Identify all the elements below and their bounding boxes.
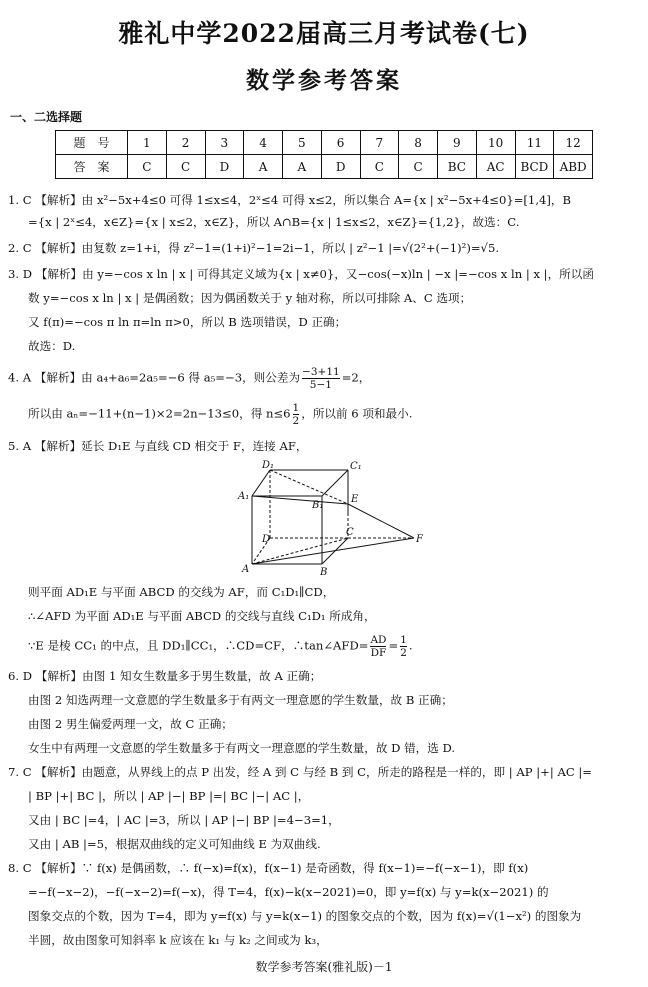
- q6-solution-line: 由图 2 男生偏爱两理一文，故 C 正确；: [28, 717, 233, 731]
- edge: [252, 496, 348, 504]
- vertex-label: C₁: [350, 461, 362, 472]
- answer-cell: C: [166, 155, 205, 179]
- question-number: 4: [244, 131, 283, 155]
- q6-solution-line: 6. D 【解析】由图 1 知女生数量多于男生数量，故 A 正确；: [8, 669, 322, 683]
- fraction-denominator: DF: [370, 647, 387, 659]
- q7-solution-line: 又由 | AB |=5，根据双曲线的定义可知曲线 E 为双曲线.: [28, 837, 321, 851]
- q5-solution-line: 5. A 【解析】延长 D₁E 与直线 CD 相交于 F，连接 AF，: [8, 439, 308, 453]
- question-number: 1: [128, 131, 167, 155]
- answer-cell: BCD: [515, 155, 554, 179]
- row-label: 答 案: [56, 155, 128, 179]
- q4-fraction: [293, 402, 300, 427]
- answer-cell: A: [283, 155, 322, 179]
- q4-solution-line: [8, 366, 370, 391]
- q6-solution-line: 女生中有两理一文意愿的学生数量多于有两文一理意愿的学生数量，故 D 错，选 D.: [28, 741, 456, 755]
- question-number: 11: [515, 131, 554, 155]
- q4-text: ，所以前 6 项和最小.: [301, 406, 413, 421]
- q3-solution-line: 3. D 【解析】由 y=−cos x ln | x | 可得其定义域为{x | x≠0}，又−cos(−x)ln | −x |=−cos x ln | x |，所以函: [8, 267, 594, 281]
- q3-solution-line: 故选：D.: [28, 339, 76, 353]
- question-number: 8: [399, 131, 438, 155]
- answer-cell: AC: [476, 155, 515, 179]
- fraction-numerator: 1: [292, 402, 300, 414]
- answer-cell: BC: [438, 155, 477, 179]
- q8-solution-line: 图象交点的个数，因为 T=4，即为 y=f(x) 与 y=k(x−1) 的图象交点的个数，因为 f(x)=√(1−x²) 的图象为: [28, 909, 582, 923]
- question-number: 6: [321, 131, 360, 155]
- fraction-denominator: 2: [400, 647, 407, 659]
- vertex-label: B₁: [312, 500, 324, 511]
- answer-cell: A: [244, 155, 283, 179]
- vertex-label: B: [320, 567, 328, 576]
- vertex-label: E: [351, 494, 359, 505]
- fraction-numerator: AD: [370, 634, 387, 646]
- q5-fraction: [370, 634, 386, 659]
- edge: [252, 470, 270, 496]
- question-number: 2: [166, 131, 205, 155]
- q4-text: 4. A 【解析】由 a₄+a₆=2a₅=−6 得 a₅=−3，则公差为: [8, 370, 301, 385]
- q2-solution-line: 2. C 【解析】由复数 z=1+i，得 z²−1=(1+i)²−1=2i−1，所以 | z²−1 |=√(2²+(−1)²)=√5.: [8, 241, 500, 255]
- q5-fraction: [400, 634, 407, 659]
- vertex-label: D: [262, 534, 271, 545]
- q6-solution-line: 由图 2 知选两理一文意愿的学生数量多于有两文一理意愿的学生数量，故 B 正确；: [28, 693, 453, 707]
- question-number: 3: [205, 131, 244, 155]
- q5-solution-line: [28, 634, 413, 659]
- q7-solution-line: 7. C 【解析】由题意，从界线上的点 P 出发，经 A 到 C 与经 B 到 C，所走的路程是一样的，即 | AP |+| AC |=: [8, 765, 592, 779]
- edge: [252, 538, 414, 564]
- q5-text: =: [388, 638, 399, 653]
- answer-cell: D: [321, 155, 360, 179]
- q8-solution-line: 8. C 【解析】∵ f(x) 是偶函数，∴ f(−x)=f(x)，f(x−1) 是奇函数，得 f(x−1)=−f(−x−1)，即 f(x): [8, 861, 529, 875]
- q8-solution-line: 半圆，故由图象可知斜率 k 应该在 k₁ 与 k₂ 之间或为 k₃，: [28, 933, 328, 947]
- q4-solution-line: [28, 402, 412, 427]
- row-label: 题 号: [56, 131, 128, 155]
- fraction-numerator: 1: [400, 634, 407, 646]
- answer-table: [55, 130, 593, 179]
- vertex-label: A₁: [238, 491, 250, 502]
- answer-cell: C: [128, 155, 167, 179]
- q3-solution-line: 数 y=−cos x ln | x | 是偶函数；因为偶函数关于 y 轴对称，所以可排除 A、C 选项；: [28, 291, 472, 305]
- q5-text: ∵E 是棱 CC₁ 的中点，且 DD₁∥CC₁，∴CD=CF，∴tan∠AFD=: [28, 638, 369, 653]
- q7-solution-line: | BP |+| BC |，所以 | AP |−| BP |=| BC |−| AC |，: [28, 789, 310, 803]
- fraction-numerator: −3+11: [302, 366, 340, 378]
- answer-cell: ABD: [554, 155, 593, 179]
- answer-cell: C: [399, 155, 438, 179]
- q4-text: 所以由 aₙ=−11+(n−1)×2=2n−13≤0，得 n≤6: [28, 406, 291, 421]
- question-number: 5: [283, 131, 322, 155]
- q7-solution-line: 又由 | BC |=4，| AC |=3，所以 | AP |−| BP |=4−3=1，: [28, 813, 340, 827]
- q8-solution-line: =−f(−x−2)，−f(−x−2)=f(−x)，得 T=4，f(x)−k(x−2021)=0，即 y=f(x) 与 y=k(x−2021) 的: [28, 885, 549, 899]
- vertex-label: A: [242, 564, 250, 575]
- exam-title: 雅礼中学2022届高三月考试卷(七): [118, 19, 530, 48]
- q5-text: .: [408, 638, 413, 653]
- answer-cell: C: [360, 155, 399, 179]
- page-footer: 数学参考答案(雅礼版)－1: [255, 960, 393, 974]
- fraction-denominator: 5−1: [309, 379, 332, 391]
- fraction-denominator: 2: [292, 415, 300, 427]
- edge: [322, 470, 348, 496]
- answer-cell: D: [205, 155, 244, 179]
- vertex-label: F: [416, 534, 423, 545]
- q3-solution-line: 又 f(π)=−cos π ln π=ln π>0，所以 B 选项错误，D 正确；: [28, 315, 347, 329]
- prism-figure: [236, 458, 426, 576]
- vertex-label: C: [346, 527, 354, 538]
- question-number: 12: [554, 131, 593, 155]
- answer-key-subtitle: 数学参考答案: [246, 68, 402, 94]
- q5-solution-line: ∴∠AFD 为平面 AD₁E 与平面 ABCD 的交线与直线 C₁D₁ 所成角，: [28, 609, 376, 623]
- answer-row: [56, 155, 593, 179]
- q1-solution-line: ={x | 2ˣ≤4，x∈Z}={x | x≤2，x∈Z}，所以 A∩B={x | 1≤x≤2，x∈Z}={1,2}，故选：C.: [28, 215, 520, 229]
- q4-text: =2，: [341, 370, 371, 385]
- q4-fraction: [302, 366, 340, 391]
- edge: [348, 504, 414, 538]
- question-number: 7: [360, 131, 399, 155]
- q5-solution-line: 则平面 AD₁E 与平面 ABCD 的交线为 AF，而 C₁D₁∥CD，: [28, 585, 335, 599]
- question-number: 10: [476, 131, 515, 155]
- question-number: 9: [438, 131, 477, 155]
- q1-solution-line: 1. C 【解析】由 x²−5x+4≤0 可得 1≤x≤4，2ˣ≤4 可得 x≤2，所以集合 A={x | x²−5x+4≤0}=[1,4]，B: [8, 193, 572, 207]
- question-number-row: [56, 131, 593, 155]
- vertex-label: D₁: [262, 460, 275, 471]
- section-heading: 一、二选择题: [10, 110, 83, 124]
